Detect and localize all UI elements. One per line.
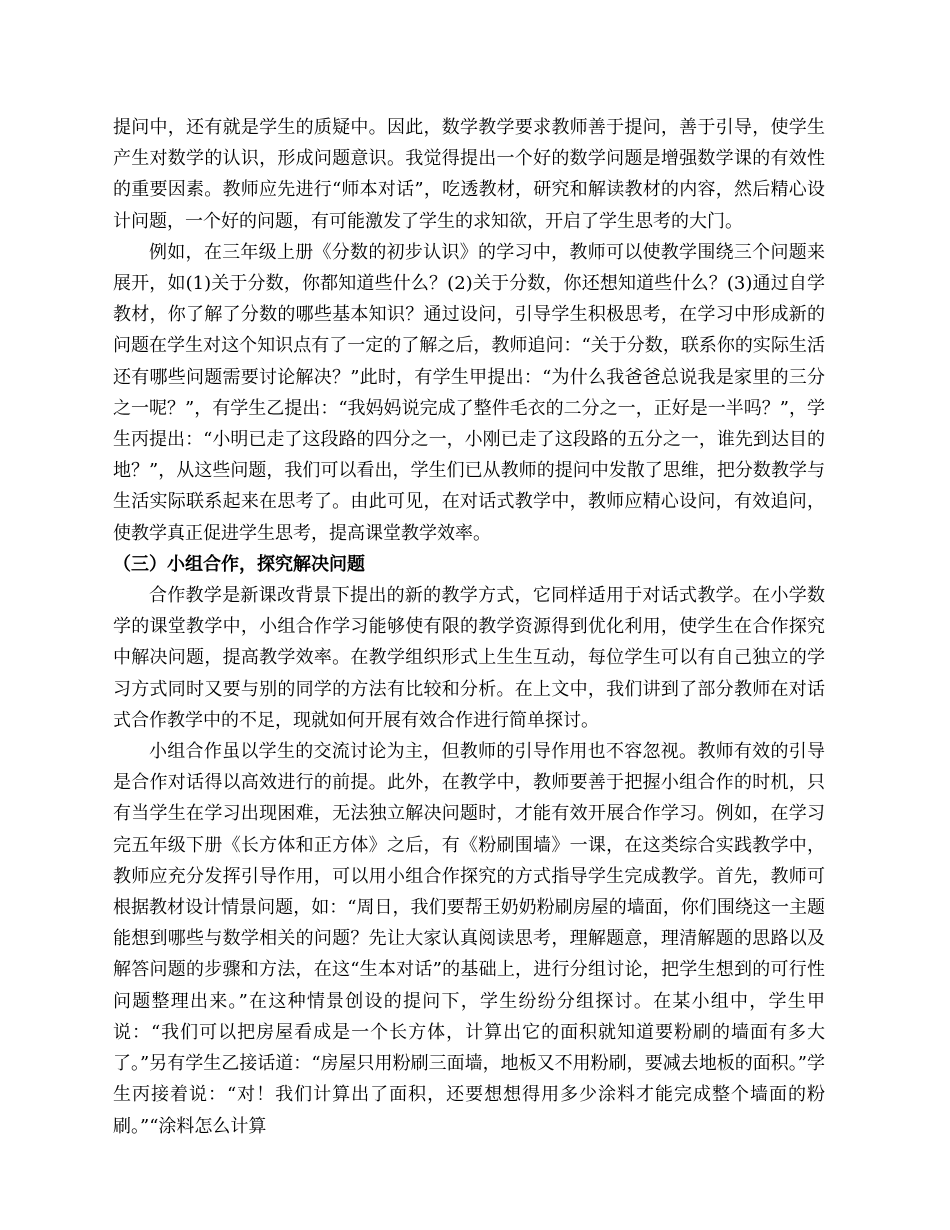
section-heading: （三）小组合作，探究解决问题	[113, 553, 365, 575]
paragraph-2: 例如，在三年级上册《分数的初步认识》的学习中，教师可以使教学围绕三个问题来展开，如(1)关于分数，你都知道些什么？(2)关于分数，你还想知道些什么？(3)通过自学教材，你了解了分数的哪些基本知识？通过设问，引导学生积极思考，在学习中形成新的问题在学生对这个知识点有了一定的了解之后，教师追问：“关于分数，联系你的实际生活还有哪些问题需要讨论解决？”此时，有学生甲提出：“为什么我爸爸总说我是家里的三分之一呢？”，有学生乙提出：“我妈妈说完成了整件毛衣的二分之一，正好是一半吗？”，学生丙提出：“小明已走了这段路的四分之一，小刚已走了这段路的五分之一，谁先到达目的地？”，从这些问题，我们可以看出，学生们已从教师的提问中发散了思维，把分数教学与生活实际联系起来在思考了。由此可见，在对话式教学中，教师应精心设问，有效追问，使教学真正促进学生思考，提高课堂教学效率。	[113, 241, 825, 544]
document-body	[113, 112, 825, 1142]
paragraph-1: 提问中，还有就是学生的质疑中。因此，数学教学要求教师善于提问，善于引导，使学生产生对数学的认识，形成问题意识。我觉得提出一个好的数学问题是增强数学课的有效性的重要因素。教师应先进行“师本对话”，吃透教材，研究和解读教材的内容，然后精心设计问题，一个好的问题，有可能激发了学生的求知欲，开启了学生思考的大门。	[113, 117, 825, 232]
paragraph-4: 小组合作虽以学生的交流讨论为主，但教师的引导作用也不容忽视。教师有效的引导是合作对话得以高效进行的前提。此外，在教学中，教师要善于把握小组合作的时机，只有当学生在学习出现困难，无法独立解决问题时，才能有效开展合作学习。例如，在学习完五年级下册《长方体和正方体》之后，有《粉刷围墙》一课，在这类综合实践教学中，教师应充分发挥引导作用，可以用小组合作探究的方式指导学生完成教学。首先，教师可根据教材设计情景问题，如：“周日，我们要帮王奶奶粉刷房屋的墙面，你们围绕这一主题能想到哪些与数学相关的问题？先让大家认真阅读思考，理解题意，理清解题的思路以及解答问题的步骤和方法，在这“生本对话”的基础上，进行分组讨论，把学生想到的可行性问题整理出来。”在这种情景创设的提问下，学生纷纷分组探讨。在某小组中，学生甲说：“我们可以把房屋看成是一个长方体，计算出它的面积就知道要粉刷的墙面有多大了。”另有学生乙接话道：“房屋只用粉刷三面墙，地板又不用粉刷，要减去地板的面积。”学生丙接着说：“对！我们计算出了面积，还要想想得用多少涂料才能完成整个墙面的粉刷。”“涂料怎么计算	[113, 741, 825, 1137]
paragraph-3: 合作教学是新课改背景下提出的新的教学方式，它同样适用于对话式教学。在小学数学的课堂教学中，小组合作学习能够使有限的教学资源得到优化利用，使学生在合作探究中解决问题，提高教学效率。在教学组织形式上生生互动，每位学生可以有自己独立的学习方式同时又要与别的同学的方法有比较和分析。在上文中，我们讲到了部分教师在对话式合作教学中的不足，现就如何开展有效合作进行简单探讨。	[113, 585, 825, 731]
